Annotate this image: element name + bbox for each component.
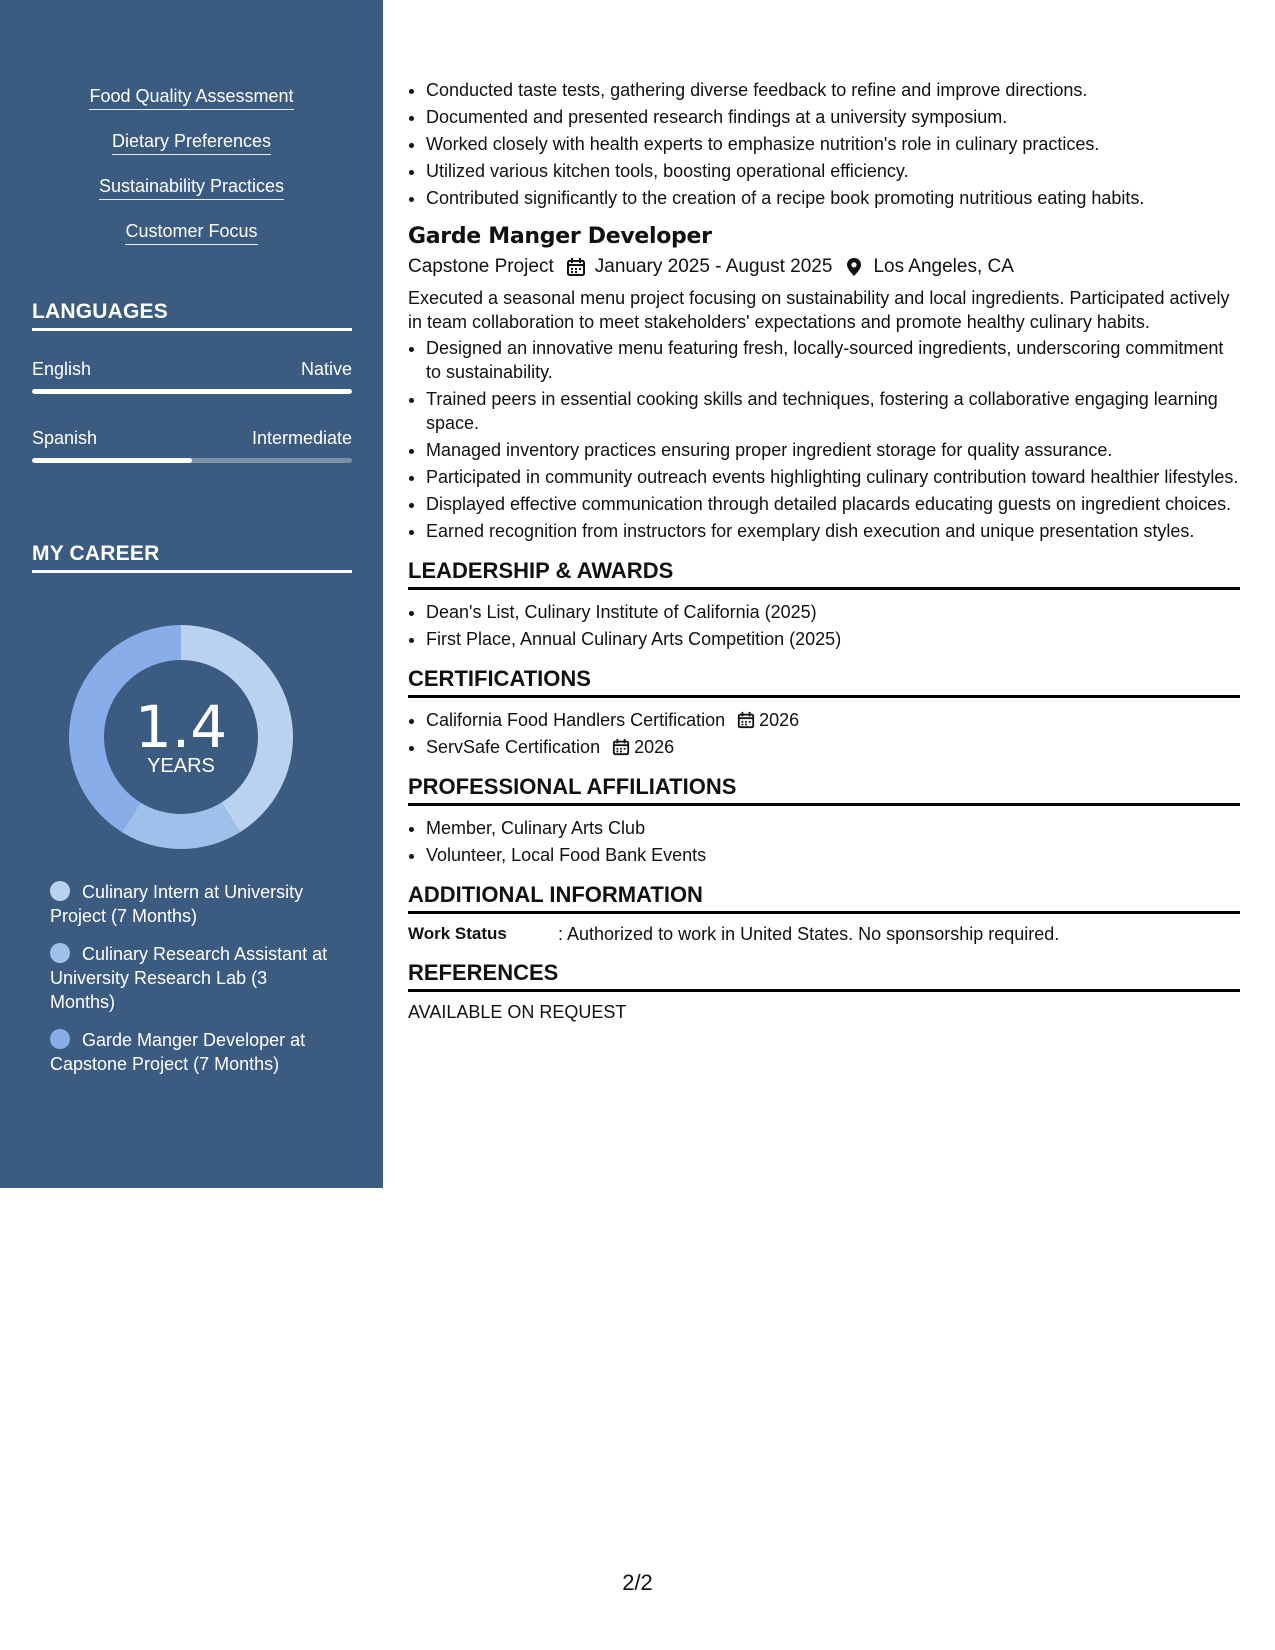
work-status-label: Work Status	[408, 924, 507, 943]
main-content	[408, 78, 1240, 1023]
list-item: • Utilized various kitchen tools, boosting operational efficiency.	[426, 159, 1240, 183]
skill-item[interactable]: Food Quality Assessment	[89, 86, 293, 110]
section-heading-leadership: LEADERSHIP & AWARDS	[408, 557, 1240, 590]
list-item: • Managed inventory practices ensuring proper ingredient storage for quality assurance.	[426, 438, 1240, 462]
certification-year: 2026	[759, 710, 800, 730]
career-donut-chart	[64, 620, 298, 854]
list-item: • First Place, Annual Culinary Arts Competition (2025)	[426, 627, 1240, 651]
work-status-value: : Authorized to work in United States. No sponsorship required.	[558, 924, 1060, 944]
affiliations-list	[408, 816, 1240, 867]
career-list	[50, 880, 330, 1090]
list-item: • Conducted taste tests, gathering diverse feedback to refine and improve directions.	[426, 78, 1240, 102]
career-donut-slice	[122, 802, 240, 849]
career-item	[50, 942, 330, 1014]
list-item	[426, 735, 1240, 759]
language-level: Native	[300, 359, 352, 379]
career-item-label: Culinary Intern at University Project (7 Months)	[50, 882, 304, 926]
calendar-icon	[612, 738, 630, 756]
career-total-value: 1.4	[134, 693, 228, 761]
legend-dot-icon	[50, 1029, 70, 1049]
language-proficiency-fill	[32, 458, 192, 463]
career-heading: MY CAREER	[32, 542, 352, 573]
section-heading-affiliations: PROFESSIONAL AFFILIATIONS	[408, 773, 1240, 806]
list-item: • Member, Culinary Arts Club	[426, 816, 1240, 840]
job-location: Los Angeles, CA	[873, 256, 1014, 277]
certification-year: 2026	[634, 737, 675, 757]
skills-list	[0, 86, 383, 266]
list-item: • Documented and presented research findings at a university symposium.	[426, 105, 1240, 129]
section-heading-references: REFERENCES	[408, 959, 1240, 992]
references-text: AVAILABLE ON REQUEST	[408, 1002, 627, 1022]
list-item: • Trained peers in essential cooking skills and techniques, fostering a collaborative engaging learning space.	[426, 387, 1240, 435]
list-item: • Displayed effective communication through detailed placards educating guests on ingredient choices.	[426, 492, 1240, 516]
calendar-icon	[566, 257, 586, 277]
language-proficiency-bar	[32, 458, 352, 463]
job-description: Executed a seasonal menu project focusing on sustainability and local ingredients. Participated actively in team collaboration to meet stakeholders' expectations and promote healthy culinary habits.	[408, 288, 1230, 332]
sidebar	[0, 0, 383, 1188]
page-number: 2/2	[622, 1570, 653, 1595]
language-name: English	[32, 359, 92, 379]
skill-item[interactable]: Sustainability Practices	[99, 176, 284, 200]
section-heading-additional: ADDITIONAL INFORMATION	[408, 881, 1240, 914]
career-item-label: Culinary Research Assistant at University Research Lab (3 Months)	[50, 944, 328, 1012]
section-heading-certifications: CERTIFICATIONS	[408, 665, 1240, 698]
list-item	[426, 708, 1240, 732]
legend-dot-icon	[50, 943, 70, 963]
calendar-icon	[737, 711, 755, 729]
language-level: Intermediate	[251, 428, 352, 448]
list-item: • Designed an innovative menu featuring fresh, locally-sourced ingredients, underscoring commitment to sustainability.	[426, 336, 1240, 384]
language-row	[32, 428, 352, 449]
leadership-list	[408, 600, 1240, 651]
skill-item[interactable]: Dietary Preferences	[112, 131, 271, 155]
list-item: • Earned recognition from instructors for exemplary dish execution and unique presentation styles.	[426, 519, 1240, 543]
skill-item[interactable]: Customer Focus	[125, 221, 257, 245]
language-proficiency-bar	[32, 389, 352, 394]
certification-name: California Food Handlers Certification	[426, 710, 726, 730]
list-item: • Participated in community outreach events highlighting culinary contribution toward healthier lifestyles.	[426, 465, 1240, 489]
experience-bullets	[408, 78, 1240, 210]
career-item-label: Garde Manger Developer at Capstone Project (7 Months)	[50, 1030, 306, 1074]
language-row	[32, 359, 352, 380]
location-pin-icon	[844, 257, 864, 277]
job-title: Garde Manger Developer	[408, 224, 712, 249]
job-company: Capstone Project	[408, 256, 554, 277]
list-item: • Contributed significantly to the creation of a recipe book promoting nutritious eating habits.	[426, 186, 1240, 210]
list-item: • Volunteer, Local Food Bank Events	[426, 843, 1240, 867]
career-item	[50, 1028, 330, 1076]
legend-dot-icon	[50, 881, 70, 901]
language-proficiency-fill	[32, 389, 352, 394]
list-item: • Worked closely with health experts to emphasize nutrition's role in culinary practices.	[426, 132, 1240, 156]
work-status-row	[408, 924, 1240, 945]
list-item: • Dean's List, Culinary Institute of California (2025)	[426, 600, 1240, 624]
languages-heading: LANGUAGES	[32, 300, 352, 331]
career-item	[50, 880, 330, 928]
career-total-unit: YEARS	[147, 755, 215, 777]
job-meta	[408, 252, 1240, 282]
certifications-list	[408, 708, 1240, 759]
certification-name: ServSafe Certification	[426, 737, 601, 757]
job-bullets	[408, 336, 1240, 543]
job-dates: January 2025 - August 2025	[594, 256, 833, 277]
language-name: Spanish	[32, 428, 98, 448]
